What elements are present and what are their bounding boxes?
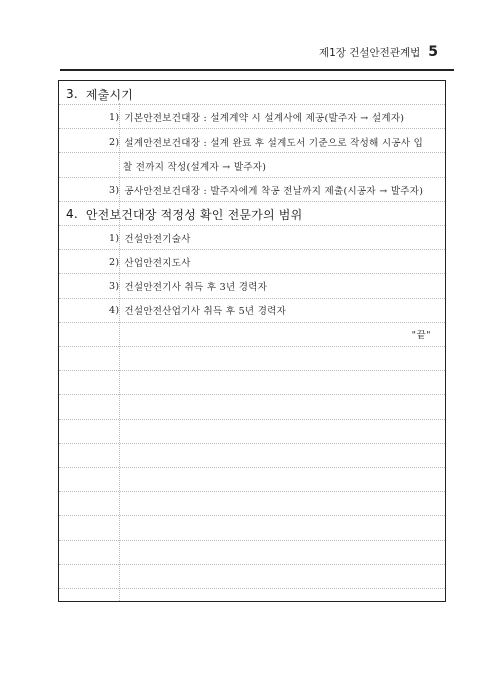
section-4-item-1 [59, 226, 445, 250]
ruled-line [59, 443, 445, 444]
section-4-heading [59, 202, 445, 226]
ruled-line [59, 515, 445, 516]
section-4-item-2 [59, 250, 445, 274]
ruled-line [59, 491, 445, 492]
item-number: 1) [109, 111, 120, 123]
chapter-title: 제1장 건설안전관계법 [318, 47, 421, 59]
section-3-item-3 [59, 178, 445, 202]
page-header [319, 44, 438, 60]
section-4-item-4 [59, 298, 445, 322]
item-text: 공사안전보건대장 : 발주자에게 착공 전날까지 제출(시공자 → 발주자) [124, 186, 424, 197]
ruled-line [59, 419, 445, 420]
ruled-line [59, 588, 445, 589]
item-text: 설계안전보건대장 : 설계 완료 후 설계도서 기준으로 작성해 시공사 입 [124, 138, 424, 149]
section-3-item-2 [59, 130, 445, 154]
item-text: 찰 전까지 작성(설계자 → 발주자) [123, 162, 267, 173]
ruled-line [59, 394, 445, 395]
ruled-line [59, 564, 445, 565]
item-text: 산업안전지도사 [124, 258, 191, 269]
ruled-line [59, 346, 445, 347]
ruled-line [59, 467, 445, 468]
item-number: 2) [109, 136, 120, 148]
section-3-item-2-continued [59, 154, 445, 178]
item-text: 기본안전보건대장 : 설계계약 시 설계사에 제공(발주자 → 설계자) [124, 113, 405, 124]
page-number: 5 [428, 44, 438, 60]
section-3-title: 제출시기 [85, 87, 134, 102]
item-number: 3) [109, 280, 120, 292]
item-number: 2) [109, 256, 120, 268]
section-4-number: 4. [66, 207, 78, 221]
ruled-line [59, 540, 445, 541]
end-mark: "끝" [411, 330, 431, 341]
item-number: 4) [109, 304, 120, 316]
end-mark-row [59, 322, 445, 346]
item-text: 건설안전기사 취득 후 3년 경력자 [124, 282, 268, 293]
section-4-item-3 [59, 274, 445, 298]
section-3-number: 3. [66, 87, 78, 101]
item-number: 3) [109, 184, 120, 196]
ruled-line [59, 370, 445, 371]
ruled-answer-sheet [58, 80, 446, 602]
item-text: 건설안전산업기사 취득 후 5년 경력자 [124, 306, 287, 317]
item-number: 1) [109, 232, 120, 244]
section-3-heading [59, 82, 445, 106]
item-text: 건설안전기술사 [124, 234, 191, 245]
section-3-item-1 [59, 105, 445, 129]
section-4-title: 안전보건대장 적정성 확인 전문가의 범위 [85, 207, 303, 222]
header-rule [60, 69, 454, 71]
